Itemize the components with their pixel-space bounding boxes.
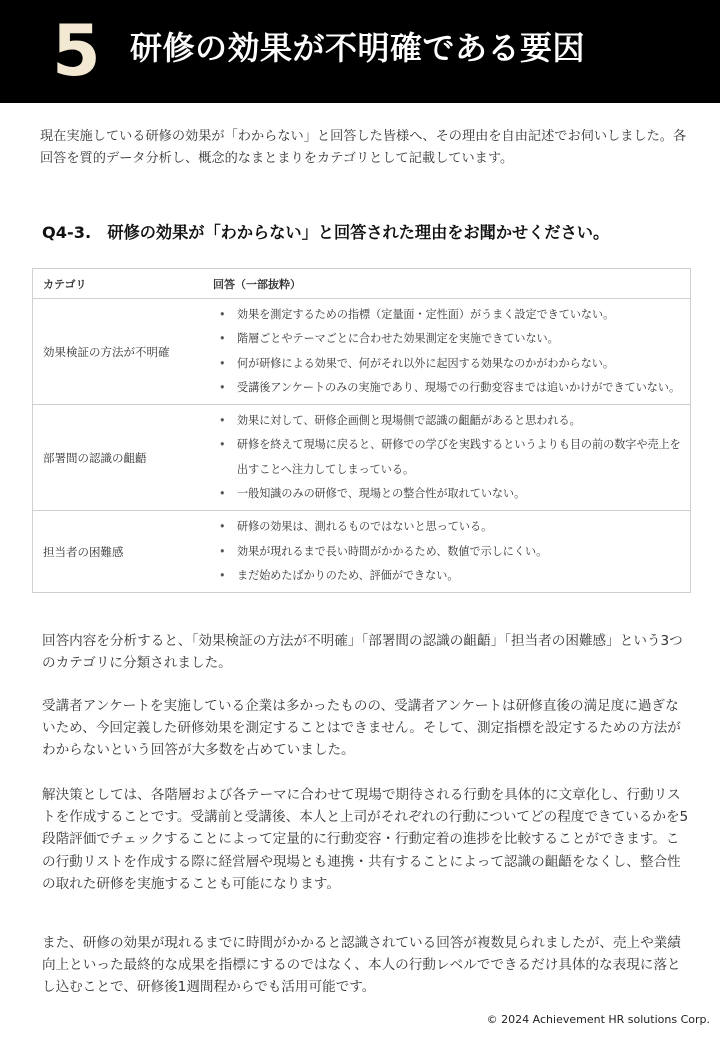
answers-cell [203,511,691,593]
answer-item: • 一般知識のみの研修で、現場との整合性が取れていない。 [219,482,682,506]
answer-item: • 効果に対して、研修企画側と現場側で認識の齟齬があると思われる。 [219,409,682,433]
answer-item: • 何が研修による効果で、何がそれ以外に起因する効果なのかがわからない。 [219,352,682,376]
answers-cell [203,299,691,405]
section-title: 研修の効果が不明確である要因 [130,29,586,67]
table-row [33,405,691,511]
column-header-answers: 回答（一部抜粋） [203,269,691,299]
answer-item: • まだ始めたばかりのため、評価ができない。 [219,564,682,588]
analysis-paragraph: 回答内容を分析すると、「効果検証の方法が不明確」「部署間の認識の齟齬」「担当者の困難感」という3つのカテゴリに分類されました。 [42,633,683,672]
reasons-table [32,268,691,593]
answer-item: • 効果を測定するための指標（定量面・定性面）がうまく設定できていない。 [219,303,682,327]
answer-list [203,409,690,506]
category-cell: 部署間の認識の齟齬 [33,405,204,511]
section-number: 5 [52,10,101,92]
answer-list [203,515,690,588]
intro-text: 現在実施している研修の効果が「わからない」と回答した皆様へ、その理由を自由記述でお伺いしました。各回答を質的データ分析し、概念的なまとまりをカテゴリとして記載しています。 [40,129,687,166]
category-cell: 効果検証の方法が不明確 [33,299,204,405]
table-row [33,299,691,405]
table-header-row [33,269,691,299]
time-paragraph: また、研修の効果が現れるまでに時間がかかると認識されている回答が複数見られましたが、売上や業績向上といった最終的な成果を指標にするのではなく、本人の行動レベルでできるだけ具体的な表現に落とし込むことで、研修後1週間程からでも活用可能です。 [42,935,681,996]
survey-paragraph: 受講者アンケートを実施している企業は多かったものの、受講者アンケートは研修直後の満足度に過ぎないため、今回定義した研修効果を測定することはできません。そして、測定指標を設定するための方法がわからないという回答が大多数を占めていました。 [42,698,681,759]
answers-cell [203,405,691,511]
answer-list [203,303,690,400]
answer-item: • 効果が現れるまで長い時間がかかるため、数値で示しにくい。 [219,540,682,564]
answer-item: • 研修を終えて現場に戻ると、研修での学びを実践するというよりも目の前の数字や売上を出すことへ注力してしまっている。 [219,433,682,482]
question-heading: Q4-3. 研修の効果が「わからない」と回答された理由をお聞かせください。 [42,223,610,242]
copyright-footer: © 2024 Achievement HR solutions Corp. [486,1013,710,1026]
column-header-category: カテゴリ [33,269,204,299]
solution-paragraph: 解決策としては、各階層および各テーマに合わせて現場で期待される行動を具体的に文章化し、行動リストを作成することです。受講前と受講後、本人と上司がそれぞれの行動についてどの程度できているかを5段階評価でチェックすることによって定量的に行動変容・行動定着の進捗を比較することができます。この行動リストを作成する際に経営層や現場とも連携・共有することによって認識の齟齬をなくし、整合性の取れた研修を実施することも可能になります。 [42,787,689,892]
answer-item: • 受講後アンケートのみの実施であり、現場での行動変容までは追いかけができていない。 [219,376,682,400]
answer-item: • 研修の効果は、測れるものではないと思っている。 [219,515,682,539]
table-row [33,511,691,593]
answer-item: • 階層ごとやテーマごとに合わせた効果測定を実施できていない。 [219,327,682,351]
section-header [0,0,720,103]
category-cell: 担当者の困難感 [33,511,204,593]
